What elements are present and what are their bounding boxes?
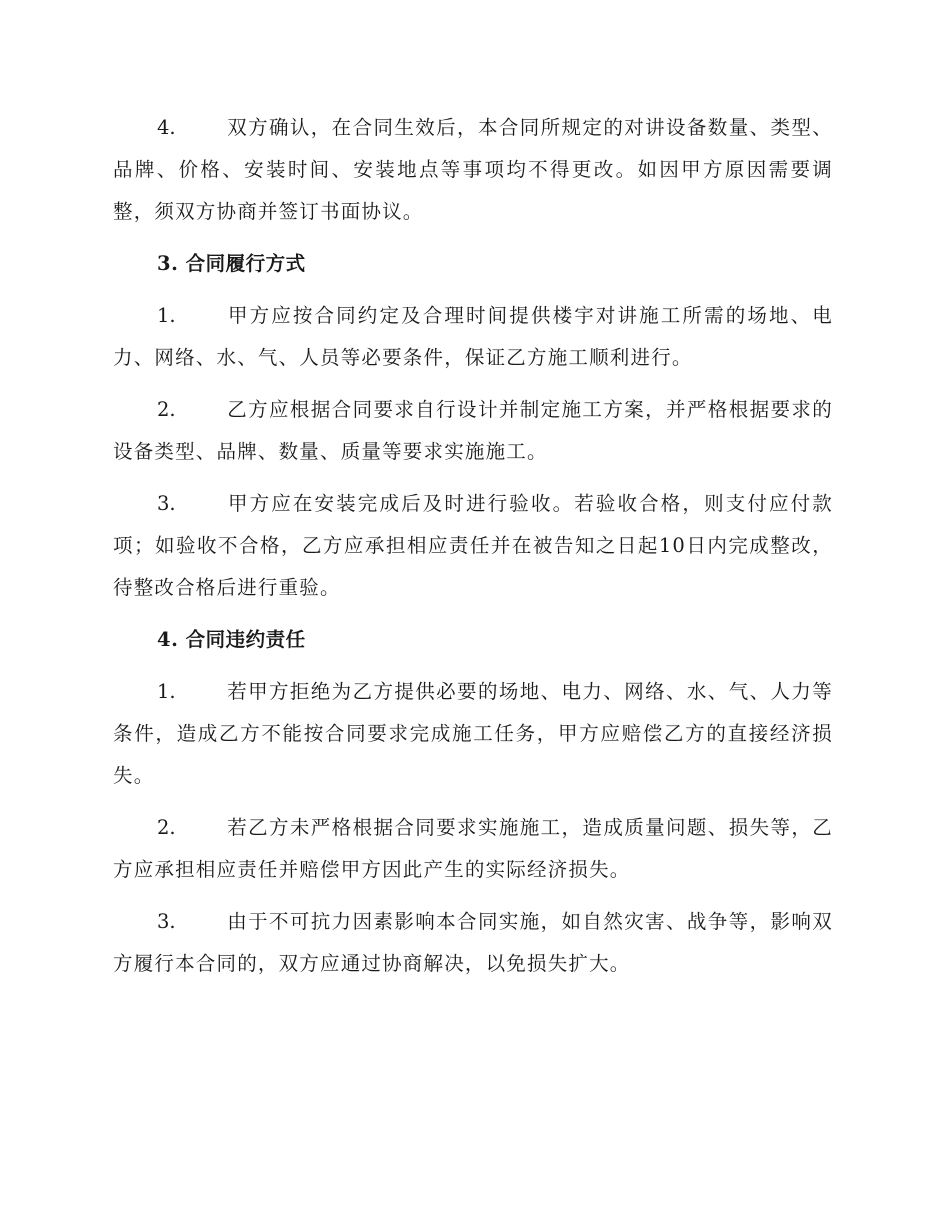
clause-1-party-a-breach	[113, 671, 833, 797]
clause-text: 乙方应根据合同要求自行设计并制定施工方案，并严格根据要求的设备类型、品牌、数量、质量等要求实施施工。	[113, 398, 833, 463]
clause-text: 若甲方拒绝为乙方提供必要的场地、电力、网络、水、气、人力等条件，造成乙方不能按合同要求完成施工任务，甲方应赔偿乙方的直接经济损失。	[113, 680, 833, 787]
clause-number: 4.	[157, 116, 176, 139]
document-page	[113, 107, 833, 995]
clause-number: 3.	[157, 910, 176, 933]
clause-4-confirmation	[113, 107, 833, 233]
section-heading-liability: 4. 合同违约责任	[157, 628, 306, 651]
clause-number: 3.	[157, 492, 176, 515]
clause-text: 双方确认，在合同生效后，本合同所规定的对讲设备数量、类型、品牌、价格、安装时间、安装地点等事项均不得更改。如因甲方原因需要调整，须双方协商并签订书面协议。	[113, 116, 833, 223]
clause-3-acceptance	[113, 483, 833, 609]
clause-number: 1.	[157, 304, 176, 327]
clause-number: 1.	[157, 680, 176, 703]
clause-1-site-conditions	[113, 295, 833, 379]
clause-text: 由于不可抗力因素影响本合同实施，如自然灾害、战争等，影响双方履行本合同的，双方应通过协商解决，以免损失扩大。	[113, 910, 833, 975]
section-heading-performance: 3. 合同履行方式	[157, 252, 306, 275]
clause-text: 若乙方未严格根据合同要求实施施工，造成质量问题、损失等，乙方应承担相应责任并赔偿甲方因此产生的实际经济损失。	[113, 816, 833, 881]
clause-2-party-b-breach	[113, 807, 833, 891]
clause-number: 2.	[157, 398, 176, 421]
clause-2-construction-plan	[113, 389, 833, 473]
clause-3-force-majeure	[113, 901, 833, 985]
clause-text: 甲方应按合同约定及合理时间提供楼宇对讲施工所需的场地、电力、网络、水、气、人员等必要条件，保证乙方施工顺利进行。	[113, 304, 833, 369]
clause-text: 甲方应在安装完成后及时进行验收。若验收合格，则支付应付款项；如验收不合格，乙方应承担相应责任并在被告知之日起10日内完成整改，待整改合格后进行重验。	[113, 492, 833, 599]
clause-number: 2.	[157, 816, 176, 839]
